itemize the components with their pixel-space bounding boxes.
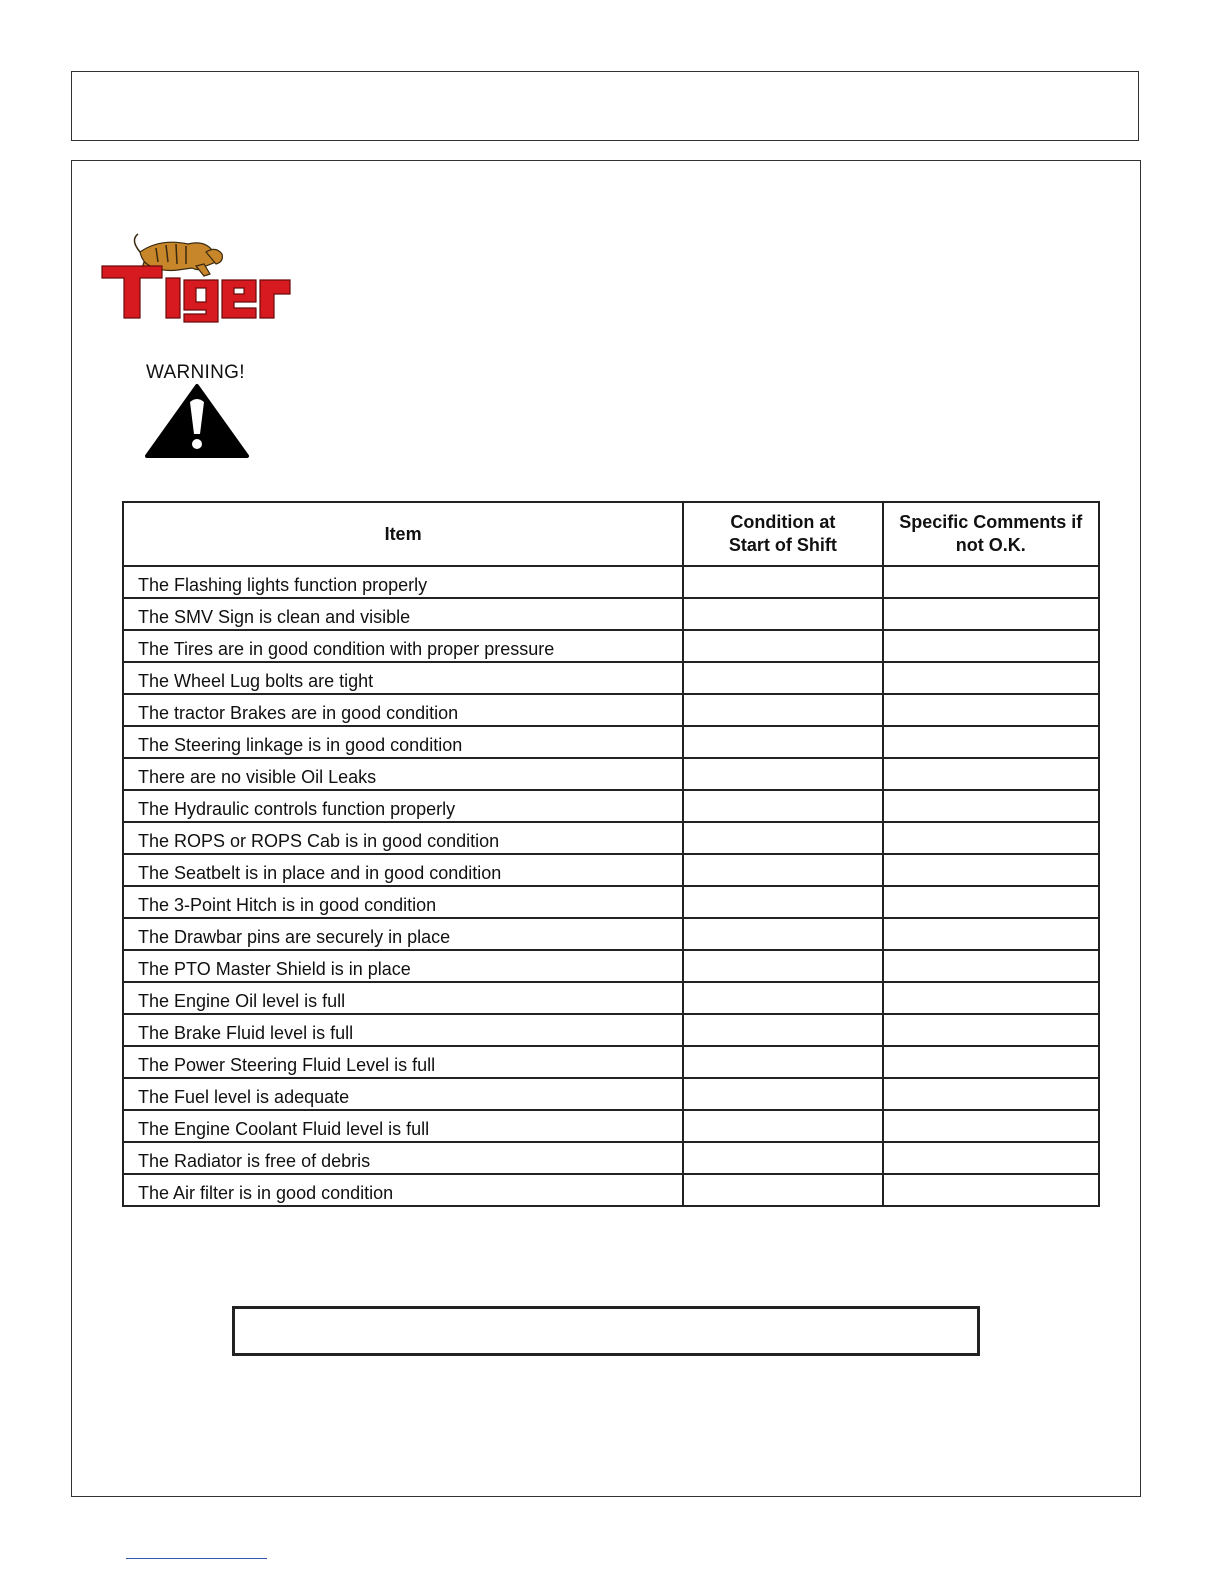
- note-box: [232, 1306, 980, 1356]
- comments-cell[interactable]: [883, 854, 1099, 886]
- page-header-box: [71, 71, 1139, 141]
- condition-header-line1: Condition at: [730, 512, 836, 532]
- table-row: [123, 1142, 1099, 1174]
- comments-cell[interactable]: [883, 598, 1099, 630]
- checklist-item-cell: The Brake Fluid level is full: [123, 1014, 683, 1046]
- checklist-item-cell: The Fuel level is adequate: [123, 1078, 683, 1110]
- condition-cell[interactable]: [683, 662, 882, 694]
- comments-cell[interactable]: [883, 630, 1099, 662]
- item-column-header: [123, 502, 683, 566]
- tiger-wordmark: [102, 266, 290, 322]
- condition-column-header: [683, 502, 882, 566]
- comments-cell[interactable]: [883, 1078, 1099, 1110]
- condition-cell[interactable]: [683, 886, 882, 918]
- checklist-item-cell: The Engine Oil level is full: [123, 982, 683, 1014]
- warning-label: WARNING!: [146, 362, 245, 383]
- table-row: [123, 1014, 1099, 1046]
- condition-header-line2: Start of Shift: [728, 535, 837, 555]
- comments-cell[interactable]: [883, 566, 1099, 598]
- condition-cell[interactable]: [683, 758, 882, 790]
- table-row: [123, 1046, 1099, 1078]
- comments-cell[interactable]: [883, 1142, 1099, 1174]
- pre-operation-checklist-table: [122, 501, 1100, 1207]
- comments-cell[interactable]: [883, 886, 1099, 918]
- condition-cell[interactable]: [683, 1142, 882, 1174]
- table-row: [123, 598, 1099, 630]
- checklist-item-cell: The Drawbar pins are securely in place: [123, 918, 683, 950]
- table-row: [123, 1174, 1099, 1206]
- checklist-item-cell: The Power Steering Fluid Level is full: [123, 1046, 683, 1078]
- checklist-item-cell: The Flashing lights function properly: [123, 566, 683, 598]
- condition-cell[interactable]: [683, 694, 882, 726]
- condition-cell[interactable]: [683, 822, 882, 854]
- comments-column-header: [883, 502, 1099, 566]
- comments-cell[interactable]: [883, 1110, 1099, 1142]
- condition-cell[interactable]: [683, 726, 882, 758]
- table-row: [123, 950, 1099, 982]
- condition-cell[interactable]: [683, 982, 882, 1014]
- condition-cell[interactable]: [683, 950, 882, 982]
- checklist-item-cell: The 3-Point Hitch is in good condition: [123, 886, 683, 918]
- comments-cell[interactable]: [883, 1014, 1099, 1046]
- condition-cell[interactable]: [683, 1046, 882, 1078]
- item-header-label: Item: [384, 523, 422, 544]
- checklist-item-cell: The Radiator is free of debris: [123, 1142, 683, 1174]
- comments-cell[interactable]: [883, 790, 1099, 822]
- checklist-item-cell: The PTO Master Shield is in place: [123, 950, 683, 982]
- checklist-item-cell: The SMV Sign is clean and visible: [123, 598, 683, 630]
- condition-cell[interactable]: [683, 598, 882, 630]
- table-header-row: [123, 502, 1099, 566]
- checklist-item-cell: The Engine Coolant Fluid level is full: [123, 1110, 683, 1142]
- comments-header-line1: Specific Comments if: [899, 512, 1083, 532]
- comments-cell[interactable]: [883, 1174, 1099, 1206]
- condition-cell[interactable]: [683, 1174, 882, 1206]
- checklist-item-cell: The Tires are in good condition with proper pressure: [123, 630, 683, 662]
- comments-cell[interactable]: [883, 822, 1099, 854]
- comments-header-line2: not O.K.: [955, 535, 1026, 555]
- checklist-body: [123, 566, 1099, 1206]
- comments-cell[interactable]: [883, 726, 1099, 758]
- table-row: [123, 726, 1099, 758]
- condition-cell[interactable]: [683, 630, 882, 662]
- table-row: [123, 630, 1099, 662]
- table-row: [123, 662, 1099, 694]
- condition-cell[interactable]: [683, 790, 882, 822]
- checklist-item-cell: The ROPS or ROPS Cab is in good condition: [123, 822, 683, 854]
- table-row: [123, 854, 1099, 886]
- comments-cell[interactable]: [883, 662, 1099, 694]
- table-row: [123, 758, 1099, 790]
- condition-cell[interactable]: [683, 1078, 882, 1110]
- comments-cell[interactable]: [883, 758, 1099, 790]
- tiger-logo-icon: [100, 232, 292, 324]
- checklist-item-cell: There are no visible Oil Leaks: [123, 758, 683, 790]
- checklist-item-cell: The Air filter is in good condition: [123, 1174, 683, 1206]
- checklist-item-cell: The Hydraulic controls function properly: [123, 790, 683, 822]
- checklist-item-cell: The tractor Brakes are in good condition: [123, 694, 683, 726]
- condition-cell[interactable]: [683, 918, 882, 950]
- checklist-item-cell: The Steering linkage is in good condition: [123, 726, 683, 758]
- warning-triangle-icon: [143, 382, 251, 460]
- table-row: [123, 982, 1099, 1014]
- comments-cell[interactable]: [883, 918, 1099, 950]
- comments-cell[interactable]: [883, 694, 1099, 726]
- table-row: [123, 694, 1099, 726]
- condition-cell[interactable]: [683, 566, 882, 598]
- condition-cell[interactable]: [683, 1014, 882, 1046]
- footer-link-underline: [126, 1558, 267, 1559]
- table-row: [123, 918, 1099, 950]
- comments-cell[interactable]: [883, 1046, 1099, 1078]
- table-row: [123, 790, 1099, 822]
- table-row: [123, 822, 1099, 854]
- condition-cell[interactable]: [683, 1110, 882, 1142]
- table-row: [123, 566, 1099, 598]
- table-row: [123, 1110, 1099, 1142]
- checklist-item-cell: The Seatbelt is in place and in good condition: [123, 854, 683, 886]
- table-row: [123, 1078, 1099, 1110]
- comments-cell[interactable]: [883, 982, 1099, 1014]
- comments-cell[interactable]: [883, 950, 1099, 982]
- checklist-item-cell: The Wheel Lug bolts are tight: [123, 662, 683, 694]
- condition-cell[interactable]: [683, 854, 882, 886]
- table-row: [123, 886, 1099, 918]
